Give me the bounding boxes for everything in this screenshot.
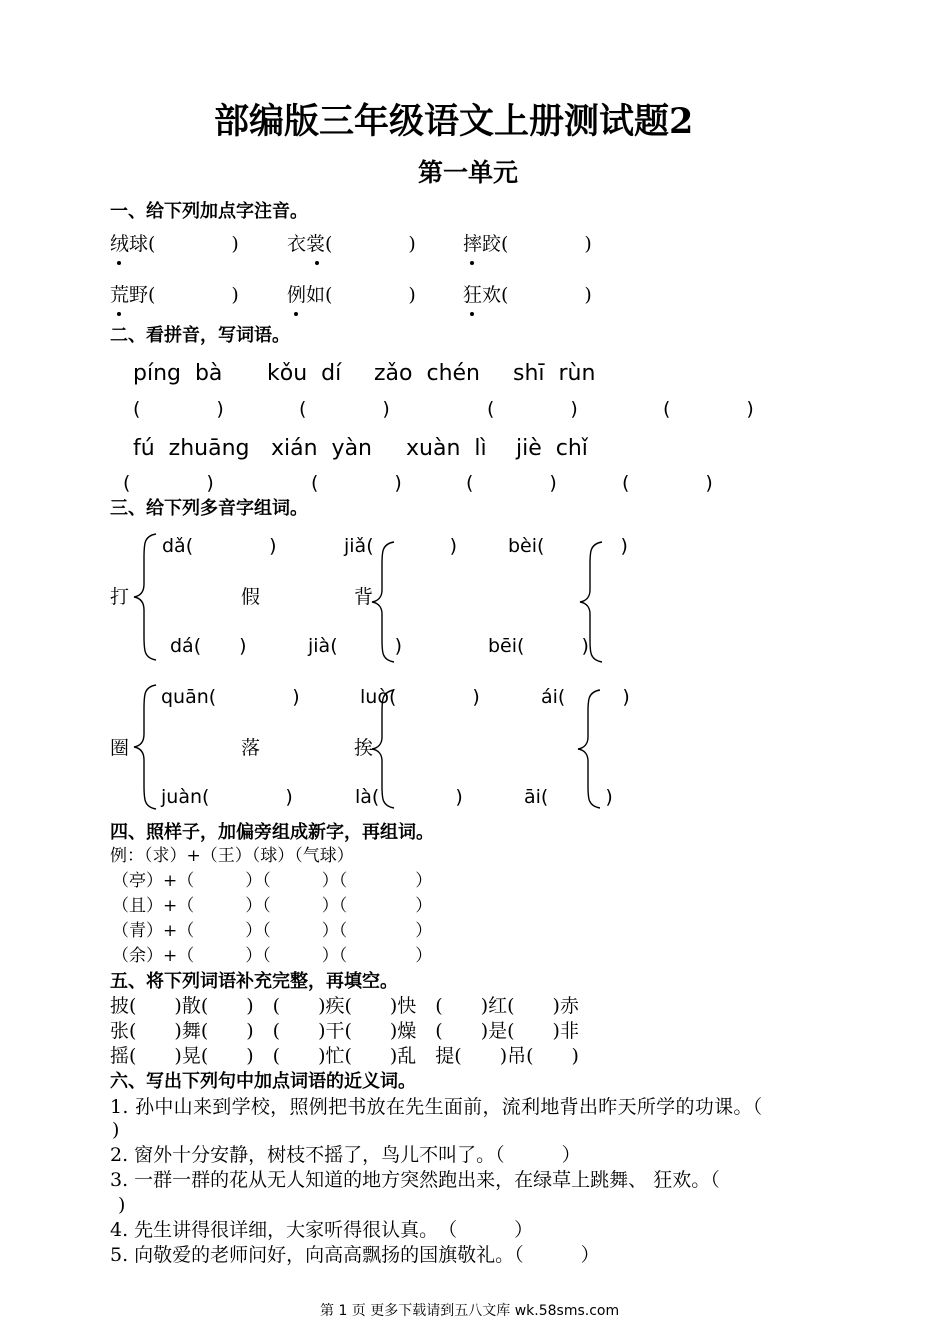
left-brace <box>132 683 160 811</box>
emphasis-dot <box>117 312 121 316</box>
unit-title: 第一单元 <box>418 158 519 187</box>
s2-pinyin-8: jiè chǐ <box>516 436 588 461</box>
s3-g2-top-1: quān( ) <box>161 686 300 708</box>
answer-blank[interactable]: ( ) <box>133 398 224 420</box>
answer-blank[interactable]: ( ) <box>466 472 557 494</box>
s1-item-5: 例如( ) <box>287 284 416 306</box>
s1-item-2: 衣裳( ) <box>287 233 416 255</box>
s6-line-4: 4. 先生讲得很详细，大家听得很认真。 （ ） <box>110 1219 534 1241</box>
answer-blank[interactable]: ( ) <box>299 398 390 420</box>
page-title: 部编版三年级语文上册测试题2 <box>214 101 694 142</box>
left-brace <box>132 532 160 662</box>
s3-g2-top-2: luò( ) <box>360 686 480 708</box>
emphasis-dot <box>315 261 319 265</box>
s6-line-3-cont: ) <box>118 1194 126 1216</box>
s2-pinyin-3: zǎo chén <box>374 361 480 386</box>
left-brace <box>576 688 604 810</box>
s3-g1-top-2: jiǎ( ) <box>344 535 458 557</box>
emphasis-dot <box>117 261 121 265</box>
s1-item-6: 狂欢( ) <box>463 284 592 306</box>
left-brace <box>370 688 398 810</box>
s1-item-3: 摔跤( ) <box>463 233 592 255</box>
s6-line-3: 3. 一群一群的花从无人知道的地方突然跑出来，在绿草上跳舞、 狂欢。（ <box>110 1169 720 1191</box>
section-2-heading: 二、看拼音，写词语。 <box>110 325 290 346</box>
left-brace <box>370 540 398 664</box>
s4-row-2: （且）+（ ）（ ）（ ） <box>112 896 433 916</box>
answer-blank[interactable]: ( ) <box>311 472 402 494</box>
s3-g2-bottom-3: āi( ) <box>524 786 613 808</box>
answer-blank[interactable]: ( ) <box>487 398 578 420</box>
section-1-heading: 一、给下列加点字注音。 <box>110 201 308 222</box>
s4-row-3: （青）+（ ）（ ）（ ） <box>112 921 433 941</box>
s3-g2-bottom-1: juàn( ) <box>161 786 293 808</box>
answer-blank[interactable]: ( ) <box>123 472 214 494</box>
s4-row-1: （亭）+（ ）（ ）（ ） <box>112 871 433 891</box>
s1-item-1: 绒球( ) <box>110 233 239 255</box>
s3-g2-bottom-2: là( ) <box>355 786 463 808</box>
s6-line-1-cont: ) <box>112 1119 120 1141</box>
s2-pinyin-5: fú zhuāng <box>133 436 250 461</box>
answer-blank[interactable]: ( ) <box>622 472 713 494</box>
s2-pinyin-4: shī rùn <box>513 361 596 386</box>
s3-g2-top-3: ái( ) <box>541 686 630 708</box>
s3-g1-top-3: bèi( ) <box>508 535 628 557</box>
s3-g2-char-3: 挨 <box>354 737 374 759</box>
section-3-heading: 三、给下列多音字组词。 <box>110 498 308 519</box>
s2-pinyin-2: kǒu dí <box>267 361 342 386</box>
s3-g2-char-2: 落 <box>241 737 261 759</box>
s6-line-2: 2. 窗外十分安静，树枝不摇了，鸟儿不叫了。（ ） <box>110 1144 581 1166</box>
s4-row-4: （余）+（ ）（ ）（ ） <box>112 946 433 966</box>
section-5-heading: 五、将下列词语补充完整，再填空。 <box>110 971 398 992</box>
s6-line-1: 1. 孙中山来到学校，照例把书放在先生面前，流利地背出昨天所学的功课。（ <box>110 1096 763 1118</box>
section-4-heading: 四、照样子，加偏旁组成新字，再组词。 <box>110 822 434 843</box>
s6-line-5: 5. 向敬爱的老师问好，向高高飘扬的国旗敬礼。（ ） <box>110 1244 600 1266</box>
s3-g1-top-1: dǎ( ) <box>162 535 277 557</box>
s1-item-4: 荒野( ) <box>110 284 239 306</box>
s3-g2-char-1: 圈 <box>110 737 130 759</box>
page-footer: 第 1 页 更多下载请到五八文库 wk.58sms.com <box>320 1303 620 1319</box>
s3-g1-bottom-3: bēi( ) <box>488 635 589 657</box>
s3-g1-char-3: 背 <box>354 586 374 608</box>
s3-g1-char-2: 假 <box>241 586 261 608</box>
section-6-heading: 六、写出下列句中加点词语的近义词。 <box>110 1071 416 1092</box>
s3-g1-bottom-2: jià( ) <box>308 635 403 657</box>
s5-row-1: 披( )散( ) ( )疾( )快 ( )红( )赤 <box>110 995 579 1017</box>
s3-g1-char-1: 打 <box>110 586 130 608</box>
emphasis-dot <box>470 261 474 265</box>
s3-g1-bottom-1: dá( ) <box>170 635 247 657</box>
left-brace <box>578 540 606 664</box>
s2-pinyin-6: xián yàn <box>271 436 372 461</box>
s2-pinyin-7: xuàn lì <box>406 436 487 461</box>
s2-pinyin-1: píng bà <box>133 361 223 386</box>
answer-blank[interactable]: ( ) <box>663 398 754 420</box>
s5-row-2: 张( )舞( ) ( )干( )燥 ( )是( )非 <box>110 1020 579 1042</box>
emphasis-dot <box>294 312 298 316</box>
s4-example: 例：（求）+（王）（球）（气球） <box>110 846 354 866</box>
s5-row-3: 摇( )晃( ) ( )忙( )乱 提( )吊( ) <box>110 1045 579 1067</box>
emphasis-dot <box>470 312 474 316</box>
